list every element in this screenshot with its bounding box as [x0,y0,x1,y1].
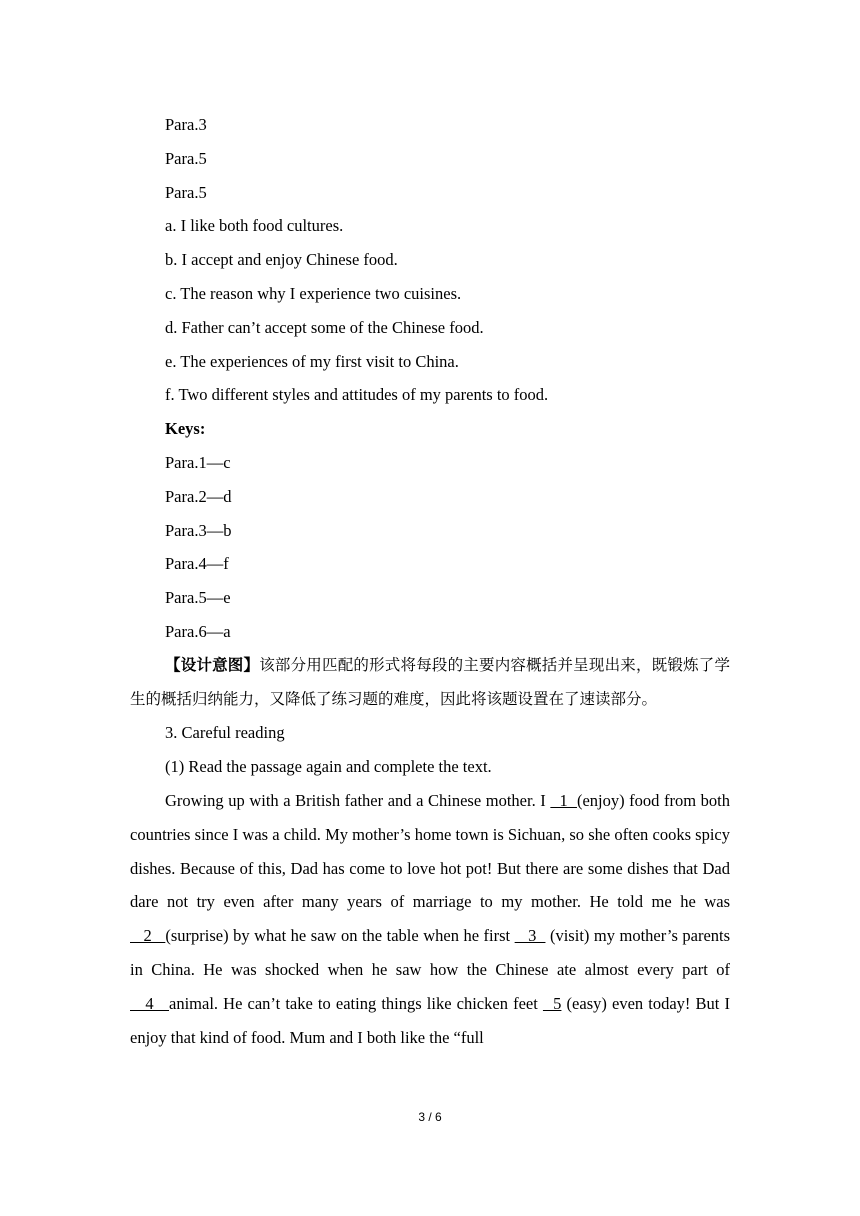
design-intent-paragraph [130,649,730,717]
document-content [130,108,730,1054]
blank-1: 1 [550,790,577,810]
key-item: Para.3—b [165,520,232,540]
key-item: Para.4—f [165,554,229,574]
task-instruction: (1) Read the passage again and complete the text. [165,757,492,777]
option-item: f. Two different styles and attitudes of my parents to food. [165,385,549,405]
option-item: c. The reason why I experience two cuisines. [165,283,462,303]
option-item: e. The experiences of my first visit to China. [165,351,459,371]
passage-text: Growing up with a British father and a Chinese mother. I [165,790,551,810]
blank-4: 4 [130,993,169,1013]
page-number: 3 / 6 [418,1110,442,1124]
keys-heading: Keys: [165,419,206,439]
para-list-item: Para.3 [165,115,207,134]
key-item: Para.6—a [165,621,231,641]
key-item: Para.1—c [165,452,231,472]
design-intent-text: 该部分用匹配的形式将每段的主要内容概括并呈现出来，既锻炼了学生的概括归纳能力，又降低了练习题的难度，因此将该题设置在了速读部分。 [130,655,730,708]
option-item: d. Father can’t accept some of the Chinese food. [165,317,484,337]
para-list-item: Para.5 [165,182,207,202]
option-item: a. I like both food cultures. [165,216,344,236]
blank-2: 2 [130,926,166,946]
passage-text: (visit) my mother’s parents in China. He was shocked when he saw how the Chinese ate almost every part of [130,926,731,979]
key-item: Para.2—d [165,486,232,506]
passage-text: (enjoy) food from both countries since I was a child. My mother’s home town is Sichuan, so she often cooks spicy dishes. Because of this, Dad has come to love hot pot! But there are some dishes that Dad dare not try even after many years of marriage to my mother. He told me he was [130,790,730,912]
option-item: b. I accept and enjoy Chinese food. [165,250,398,270]
passage-text: (easy) even today! But I enjoy that kind of food. Mum and I both like the “full [130,993,731,1047]
key-item: Para.5—e [165,588,231,608]
passage-text: (surprise) by what he saw on the table when he first [165,926,515,946]
blank-5: 5 [542,993,562,1013]
design-intent-label: 【设计意图】 [165,655,260,674]
blank-3: 3 [514,926,546,946]
passage-text: animal. He can’t take to eating things like chicken feet [169,993,543,1013]
para-list-item: Para.5 [165,148,207,168]
section-heading: 3. Careful reading [165,723,285,743]
cloze-passage [130,784,730,1054]
